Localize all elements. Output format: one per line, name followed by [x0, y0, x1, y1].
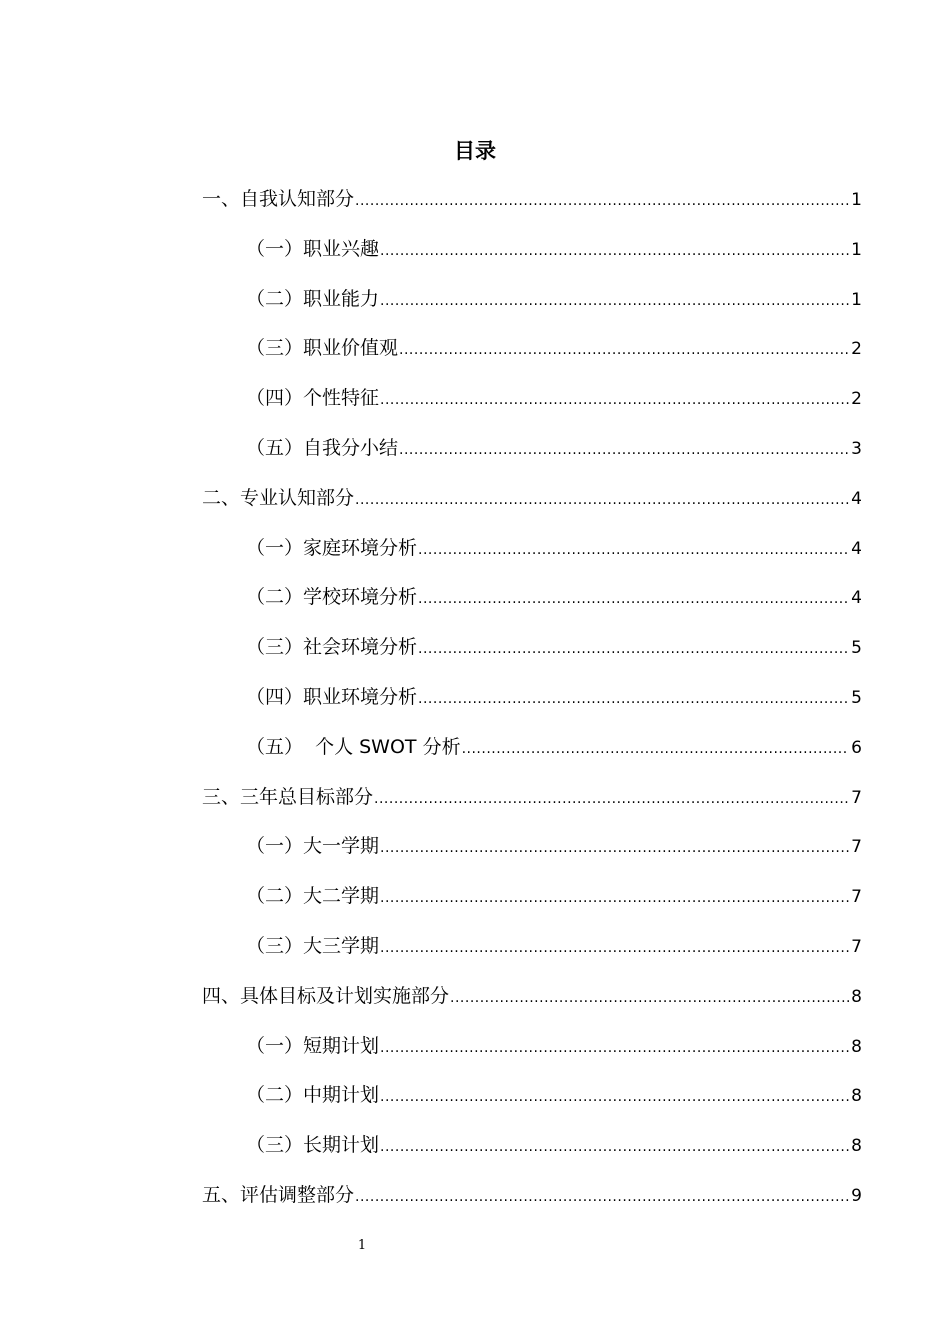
- toc-entry-page: 8: [851, 1136, 862, 1157]
- toc-entry[interactable]: [202, 1080, 862, 1130]
- toc-entry-label: （二）学校环境分析: [246, 586, 418, 609]
- toc-entry-label: 三、三年总目标部分: [202, 785, 374, 808]
- toc-dot-leader: [374, 784, 849, 814]
- toc-dot-leader: [418, 634, 849, 664]
- toc-entry[interactable]: [202, 1031, 862, 1081]
- toc-dot-leader: [380, 1132, 849, 1162]
- toc-entry-label: （一）家庭环境分析: [246, 536, 418, 559]
- toc-entry-page: 7: [851, 837, 862, 858]
- toc-entry[interactable]: [202, 1130, 862, 1180]
- page-number: 1: [357, 1238, 367, 1253]
- toc-entry-page: 4: [851, 488, 862, 509]
- toc-entry[interactable]: [202, 582, 862, 632]
- toc-dot-leader: [355, 1182, 849, 1212]
- toc-entry-page: 7: [851, 787, 862, 808]
- toc-entry-label: 四、具体目标及计划实施部分: [202, 984, 450, 1007]
- toc-entry-label: 二、专业认知部分: [202, 486, 355, 509]
- toc-entry-page: 1: [851, 239, 862, 260]
- toc-entry[interactable]: [202, 632, 862, 682]
- toc-entry-page: 5: [851, 638, 862, 659]
- toc-dot-leader: [380, 1033, 849, 1063]
- toc-entry-label: （二）中期计划: [246, 1084, 380, 1107]
- toc-entry-page: 7: [851, 936, 862, 957]
- toc-dot-leader: [418, 535, 849, 565]
- toc-list: [202, 184, 862, 1230]
- toc-entry[interactable]: [202, 1180, 862, 1230]
- toc-entry[interactable]: [202, 234, 862, 284]
- toc-dot-leader: [462, 734, 849, 764]
- toc-entry[interactable]: [202, 931, 862, 981]
- toc-entry-label: （五）自我分小结: [246, 436, 399, 459]
- toc-entry[interactable]: [202, 284, 862, 334]
- toc-entry-page: 4: [851, 588, 862, 609]
- toc-entry-label: （三）长期计划: [246, 1134, 380, 1157]
- toc-entry[interactable]: [202, 184, 862, 234]
- toc-entry[interactable]: [202, 333, 862, 383]
- toc-title: 目录: [454, 139, 496, 163]
- toc-entry-page: 1: [851, 190, 862, 210]
- toc-entry-page: 9: [851, 1185, 862, 1206]
- toc-entry-label: （四）职业环境分析: [246, 685, 418, 708]
- toc-entry-label: （五） 个人 SWOT 分析: [246, 735, 461, 758]
- toc-entry-page: 7: [851, 887, 862, 908]
- toc-entry-page: 2: [851, 389, 862, 410]
- toc-entry[interactable]: [202, 881, 862, 931]
- toc-dot-leader: [355, 186, 849, 216]
- toc-entry-page: 1: [851, 289, 862, 310]
- toc-dot-leader: [380, 385, 849, 415]
- toc-entry-page: 2: [851, 339, 862, 360]
- toc-entry-page: 4: [851, 538, 862, 559]
- toc-entry[interactable]: [202, 782, 862, 832]
- toc-entry-page: 6: [851, 737, 862, 758]
- toc-entry[interactable]: [202, 732, 862, 782]
- toc-entry-page: 3: [851, 438, 862, 459]
- toc-entry-label: （一）大一学期: [246, 835, 380, 858]
- toc-dot-leader: [418, 584, 849, 614]
- toc-entry-page: 8: [851, 1036, 862, 1057]
- toc-entry[interactable]: [202, 383, 862, 433]
- toc-entry[interactable]: [202, 533, 862, 583]
- toc-entry-page: 8: [851, 1086, 862, 1107]
- toc-dot-leader: [380, 833, 849, 863]
- toc-entry-label: 一、自我认知部分: [202, 188, 355, 210]
- toc-dot-leader: [380, 286, 849, 316]
- toc-entry-label: 五、评估调整部分: [202, 1183, 355, 1206]
- toc-entry-label: （一）职业兴趣: [246, 237, 380, 260]
- toc-entry-label: （三）社会环境分析: [246, 636, 418, 659]
- toc-dot-leader: [355, 485, 849, 515]
- toc-entry-label: （四）个性特征: [246, 387, 380, 410]
- toc-entry[interactable]: [202, 831, 862, 881]
- toc-dot-leader: [450, 983, 849, 1013]
- toc-dot-leader: [399, 435, 849, 465]
- toc-dot-leader: [418, 684, 849, 714]
- toc-entry-label: （三）大三学期: [246, 934, 380, 957]
- toc-entry-label: （一）短期计划: [246, 1034, 380, 1057]
- toc-dot-leader: [399, 335, 849, 365]
- toc-entry[interactable]: [202, 433, 862, 483]
- toc-dot-leader: [380, 883, 849, 913]
- toc-entry[interactable]: [202, 682, 862, 732]
- toc-entry[interactable]: [202, 483, 862, 533]
- toc-entry-label: （二）大二学期: [246, 885, 380, 908]
- toc-dot-leader: [380, 933, 849, 963]
- toc-dot-leader: [380, 236, 849, 266]
- toc-entry-page: 5: [851, 687, 862, 708]
- toc-entry-label: （二）职业能力: [246, 287, 380, 310]
- toc-dot-leader: [380, 1082, 849, 1112]
- toc-entry-label: （三）职业价值观: [246, 337, 399, 360]
- toc-entry[interactable]: [202, 981, 862, 1031]
- toc-entry-page: 8: [851, 986, 862, 1007]
